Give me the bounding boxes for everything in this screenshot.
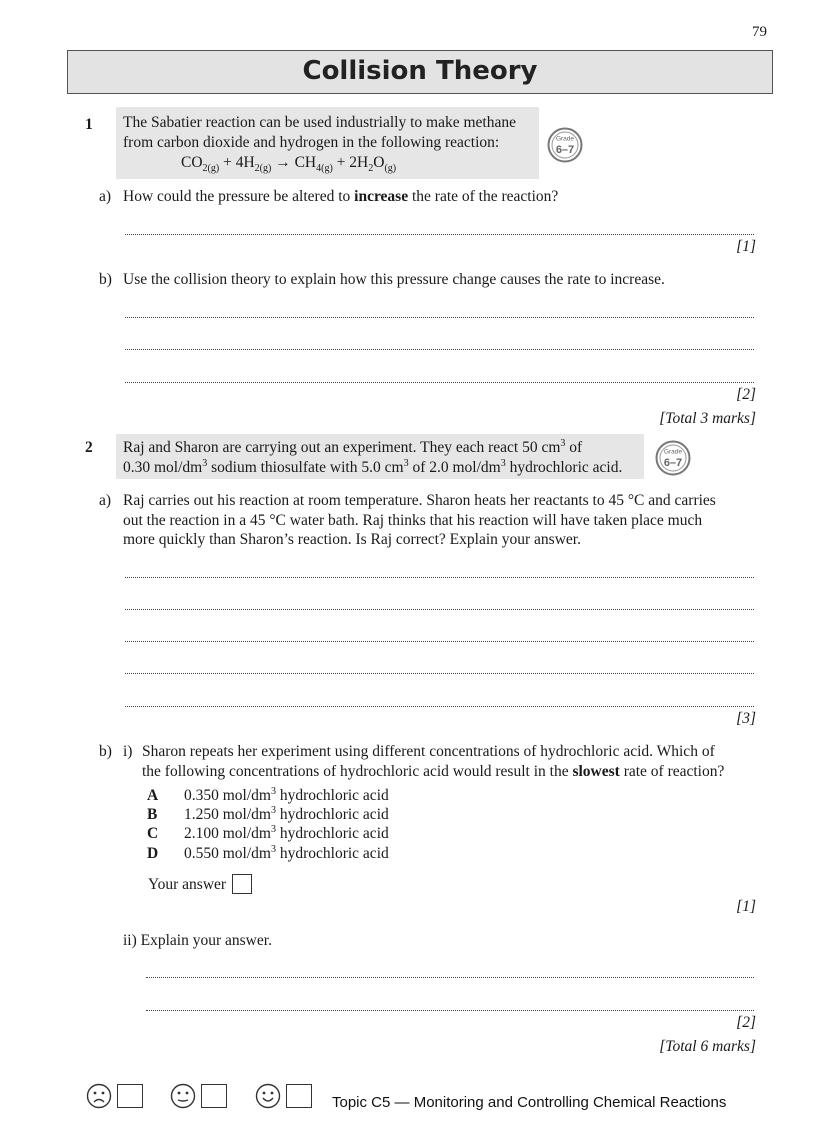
question-2bii-marks: [2]	[736, 1014, 756, 1031]
question-2a-line2: out the reaction in a 45 °C water bath. Raj thinks that his reaction will have taken place much	[123, 512, 703, 529]
question-2-number: 2	[85, 439, 93, 456]
option-c[interactable]: C 2.100 mol/$dm^3$ hydrochloric acid	[147, 824, 389, 843]
answer-line[interactable]	[125, 234, 754, 235]
title-banner	[67, 50, 773, 94]
answer-line[interactable]	[125, 673, 754, 674]
question-1-total: [Total 3 marks]	[659, 410, 756, 427]
page-number: 79	[752, 24, 767, 40]
confidence-box-medium[interactable]	[201, 1084, 227, 1108]
question-2a-line3: more quickly than Sharon’s reaction. Is Raj correct? Explain your answer.	[123, 531, 581, 548]
question-2-total: [Total 6 marks]	[659, 1038, 756, 1055]
your-answer-label: Your answer	[148, 876, 227, 893]
confidence-box-high[interactable]	[286, 1084, 312, 1108]
neutral-face-icon	[170, 1083, 196, 1109]
question-1-number: 1	[85, 116, 93, 133]
question-1b-label: b)	[99, 271, 112, 288]
question-1b-marks: [2]	[736, 386, 756, 403]
answer-options	[147, 786, 547, 866]
question-2bi-marks: [1]	[736, 898, 756, 915]
question-2bi-line2: the following concentrations of hydrochloric acid would result in the slowest rate of reaction?	[142, 763, 725, 780]
question-2a-label: a)	[99, 492, 112, 509]
grade-badge-value: 6–7	[663, 457, 683, 469]
option-b[interactable]: B 1.250 mol/$dm^3$ hydrochloric acid	[147, 805, 389, 824]
question-1a-label: a)	[99, 188, 112, 205]
option-a[interactable]: A 0.350 mol/$dm^3$ hydrochloric acid	[147, 786, 389, 805]
question-2-intro-line1: Raj and Sharon are carrying out an experiment. They each react 50 $cm^3$ of	[123, 438, 583, 457]
answer-line[interactable]	[125, 349, 754, 350]
your-answer-row	[148, 874, 252, 894]
page-title: Collision Theory	[302, 56, 538, 86]
answer-line[interactable]	[125, 609, 754, 610]
footer-topic: Topic C5 — Monitoring and Controlling Chemical Reactions	[332, 1094, 727, 1111]
question-1-intro-line2: from carbon dioxide and hydrogen in the following reaction:	[123, 134, 500, 151]
answer-box[interactable]	[232, 874, 252, 894]
question-2a-marks: [3]	[736, 710, 756, 727]
question-1a-text: How could the pressure be altered to increase the rate of the reaction?	[123, 188, 559, 205]
happy-face-icon	[255, 1083, 281, 1109]
question-1-intro-line1: The Sabatier reaction can be used industrially to make methane	[123, 114, 516, 131]
grade-badge-label: Grade	[663, 448, 683, 456]
grade-badge-label: Grade	[555, 135, 575, 143]
answer-line[interactable]	[125, 706, 754, 707]
question-2-intro-line2: 0.30 mol/$dm^3$ sodium thiosulfate with 5.0 $cm^3$ of 2.0 mol/$dm^3$ hydrochloric acid.	[123, 458, 623, 477]
sad-face-icon	[86, 1083, 112, 1109]
answer-line[interactable]	[125, 382, 754, 383]
answer-line[interactable]	[125, 317, 754, 318]
option-d[interactable]: D 0.550 mol/$dm^3$ hydrochloric acid	[147, 844, 389, 863]
confidence-box-low[interactable]	[117, 1084, 143, 1108]
sabatier-equation: $CO_{2(g)} + 4H_{2(g)} \to CH_{4(g)} + 2H_2O_{(g)}$	[181, 154, 397, 175]
answer-line[interactable]	[146, 977, 754, 978]
answer-line[interactable]	[125, 577, 754, 578]
question-1a-marks: [1]	[736, 238, 756, 255]
question-2bi-label: i)	[123, 743, 133, 760]
grade-badge-value: 6–7	[555, 144, 575, 156]
grade-badge-icon	[655, 440, 691, 476]
answer-line[interactable]	[125, 641, 754, 642]
answer-line[interactable]	[146, 1010, 754, 1011]
question-2bi-line1: Sharon repeats her experiment using different concentrations of hydrochloric acid. Which of	[142, 743, 715, 760]
question-1b-text: Use the collision theory to explain how this pressure change causes the rate to increase.	[123, 271, 665, 288]
grade-badge-icon	[547, 127, 583, 163]
question-2b-label: b)	[99, 743, 112, 760]
question-2bii-text: ii) Explain your answer.	[123, 932, 272, 949]
question-2a-line1: Raj carries out his reaction at room temperature. Sharon heats her reactants to 45 °C and carries	[123, 492, 716, 509]
